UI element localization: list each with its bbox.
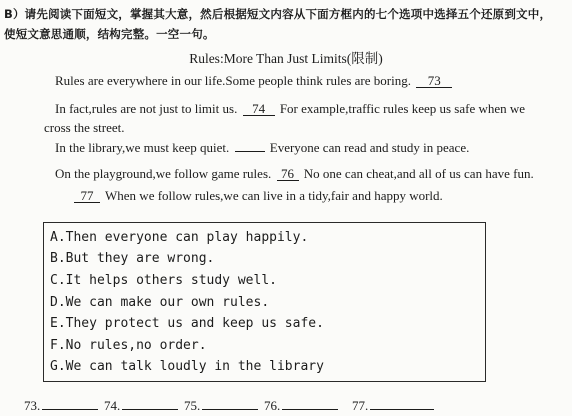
option-f: F.No rules,no order.	[50, 338, 207, 353]
blank-73: 73	[416, 74, 452, 88]
answer-77-line[interactable]	[370, 398, 434, 410]
option-d: D.We can make our own rules.	[50, 295, 270, 310]
options-box	[43, 222, 486, 382]
blank-74: 74	[243, 102, 275, 116]
answer-77	[352, 398, 434, 414]
option-b: B.But they are wrong.	[50, 251, 215, 266]
paragraph-2	[55, 101, 525, 117]
option-a: A.Then everyone can play happily.	[50, 230, 309, 245]
answer-73-line[interactable]	[42, 398, 98, 410]
answer-74-label: 74.	[104, 398, 121, 413]
passage-title: Rules:More Than Just Limits(限制)	[189, 51, 383, 66]
answer-73	[24, 398, 98, 414]
answer-75	[184, 398, 258, 414]
answer-76	[264, 398, 338, 414]
option-e: E.They protect us and keep us safe.	[50, 316, 324, 331]
answer-74-line[interactable]	[122, 398, 178, 410]
paragraph-2-continued: cross the street.	[44, 120, 125, 135]
instructions-line-1: B）请先阅读下面短文，掌握其大意，然后根据短文内容从下面方框内的七个选项中选择五个还原到文中，	[4, 7, 552, 21]
blank-76: 76	[277, 167, 299, 181]
paragraph-3-after: Everyone can read and study in peace.	[269, 140, 470, 155]
paragraph-1	[55, 73, 454, 89]
answer-75-label: 75.	[184, 398, 201, 413]
paragraph-4	[55, 166, 534, 182]
paragraph-2-after: For example,traffic rules keep us safe when we	[279, 101, 526, 116]
answer-75-line[interactable]	[202, 398, 258, 410]
instructions-line-2: 使短文意思通顺，结构完整。一空一句。	[4, 27, 215, 41]
answer-74	[104, 398, 178, 414]
paragraph-4-after: No one can cheat,and all of us can have fun.	[303, 166, 534, 181]
blank-75	[235, 151, 265, 152]
paragraph-3-before: In the library,we must keep quiet.	[55, 140, 230, 155]
answer-77-label: 77.	[352, 398, 369, 413]
answer-76-label: 76.	[264, 398, 281, 413]
paragraph-3	[55, 140, 469, 156]
paragraph-5-after: When we follow rules,we can live in a tidy,fair and happy world.	[105, 188, 443, 203]
paragraph-4-before: On the playground,we follow game rules.	[55, 166, 272, 181]
answer-76-line[interactable]	[282, 398, 338, 410]
blank-77: 77	[74, 189, 100, 203]
paragraph-5	[72, 188, 443, 204]
option-g: G.We can talk loudly in the library	[50, 359, 324, 374]
answer-73-label: 73.	[24, 398, 41, 413]
option-c: C.It helps others study well.	[50, 273, 277, 288]
paragraph-1-text: Rules are everywhere in our life.Some people think rules are boring.	[55, 73, 411, 88]
paragraph-2-before: In fact,rules are not just to limit us.	[55, 101, 238, 116]
